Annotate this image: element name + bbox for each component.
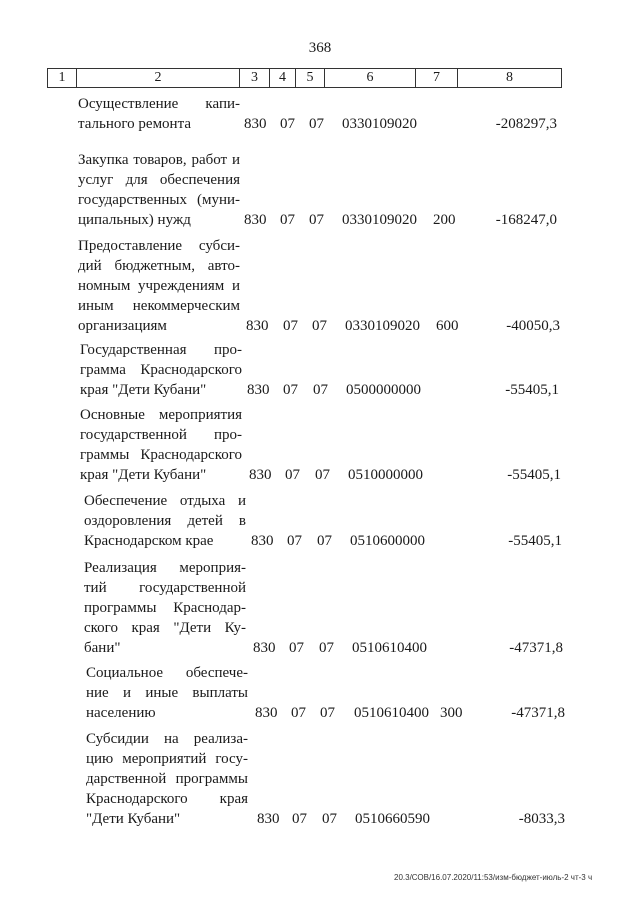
row-code-section: 07 bbox=[292, 811, 307, 827]
row-amount: -55405,1 bbox=[507, 467, 561, 483]
page-number: 368 bbox=[308, 40, 332, 56]
row-code-target: 0330109020 bbox=[342, 116, 417, 132]
row-code-admin: 830 bbox=[255, 705, 278, 721]
row-amount: -55405,1 bbox=[505, 382, 559, 398]
row-name-line: Краснодарском крае bbox=[84, 533, 214, 549]
row-code-target: 0510600000 bbox=[350, 533, 425, 549]
row-code-subsection: 07 bbox=[312, 318, 327, 334]
row-name-line: организациям bbox=[78, 318, 167, 334]
row-code-subsection: 07 bbox=[319, 640, 334, 656]
row-code-section: 07 bbox=[287, 533, 302, 549]
row-name-line: Субсидии на реализа- bbox=[86, 731, 248, 747]
row-code-expense-type: 600 bbox=[436, 318, 459, 334]
row-code-section: 07 bbox=[280, 116, 295, 132]
column-header-8: 8 bbox=[458, 69, 562, 88]
row-name-line: Социальное обеспече- bbox=[86, 665, 248, 681]
row-code-subsection: 07 bbox=[315, 467, 330, 483]
row-name-line: программы Краснодар- bbox=[84, 600, 246, 616]
row-code-subsection: 07 bbox=[313, 382, 328, 398]
row-code-admin: 830 bbox=[247, 382, 270, 398]
row-name bbox=[78, 94, 240, 134]
row-name-line: ского края "Дети Ку- bbox=[84, 620, 246, 636]
row-code-target: 0330109020 bbox=[342, 212, 417, 228]
row-name-line: услуг для обеспечения bbox=[78, 172, 240, 188]
row-name-line: Реализация мероприя- bbox=[84, 560, 246, 576]
row-name-line: Основные мероприятия bbox=[80, 407, 242, 423]
row-code-admin: 830 bbox=[249, 467, 272, 483]
column-header-2: 2 bbox=[77, 69, 240, 88]
row-name bbox=[78, 150, 240, 230]
row-code-target: 0510610400 bbox=[354, 705, 429, 721]
row-name-line: иным некоммерческим bbox=[78, 298, 240, 314]
row-code-admin: 830 bbox=[253, 640, 276, 656]
row-code-admin: 830 bbox=[257, 811, 280, 827]
row-code-section: 07 bbox=[285, 467, 300, 483]
row-code-admin: 830 bbox=[246, 318, 269, 334]
row-name bbox=[80, 405, 242, 485]
row-name-line: Осуществление капи- bbox=[78, 96, 240, 112]
row-code-target: 0330109020 bbox=[345, 318, 420, 334]
row-name bbox=[86, 729, 248, 829]
row-code-target: 0510660590 bbox=[355, 811, 430, 827]
row-code-admin: 830 bbox=[251, 533, 274, 549]
row-name bbox=[84, 558, 246, 658]
row-name-line: края "Дети Кубани" bbox=[80, 382, 207, 398]
row-name bbox=[84, 491, 246, 551]
row-name-line: номным учреждениям и bbox=[78, 278, 240, 294]
column-header-7: 7 bbox=[416, 69, 458, 88]
row-name-line: Краснодарского края bbox=[86, 791, 248, 807]
column-header-1: 1 bbox=[48, 69, 77, 88]
row-name-line: тий государственной bbox=[84, 580, 246, 596]
row-name-line: "Дети Кубани" bbox=[86, 811, 181, 827]
row-name bbox=[86, 663, 248, 723]
row-code-section: 07 bbox=[283, 318, 298, 334]
row-name-line: грамма Краснодарского bbox=[80, 362, 242, 378]
row-code-subsection: 07 bbox=[309, 116, 324, 132]
row-code-admin: 830 bbox=[244, 212, 267, 228]
row-amount: -8033,3 bbox=[518, 811, 565, 827]
row-name-line: бани" bbox=[84, 640, 121, 656]
column-header-5: 5 bbox=[296, 69, 325, 88]
column-header-4: 4 bbox=[270, 69, 296, 88]
row-name-line: цию мероприятий госу- bbox=[86, 751, 248, 767]
row-code-admin: 830 bbox=[244, 116, 267, 132]
row-name-line: ние и иные выплаты bbox=[86, 685, 248, 701]
row-code-subsection: 07 bbox=[317, 533, 332, 549]
row-code-section: 07 bbox=[289, 640, 304, 656]
column-header-row bbox=[48, 69, 562, 88]
row-name-line: государственных (муни- bbox=[78, 192, 240, 208]
row-name-line: края "Дети Кубани" bbox=[80, 467, 207, 483]
row-code-target: 0510000000 bbox=[348, 467, 423, 483]
row-amount: -40050,3 bbox=[506, 318, 560, 334]
row-code-target: 0510610400 bbox=[352, 640, 427, 656]
row-name bbox=[80, 340, 242, 400]
row-code-target: 0500000000 bbox=[346, 382, 421, 398]
row-name-line: дарственной программы bbox=[86, 771, 248, 787]
row-name-line: граммы Краснодарского bbox=[80, 447, 242, 463]
column-header-6: 6 bbox=[325, 69, 416, 88]
row-code-section: 07 bbox=[280, 212, 295, 228]
row-name-line: Закупка товаров, работ и bbox=[78, 152, 240, 168]
row-code-subsection: 07 bbox=[322, 811, 337, 827]
row-name-line: дий бюджетным, авто- bbox=[78, 258, 240, 274]
row-name-line: государственной про- bbox=[80, 427, 242, 443]
row-name-line: населению bbox=[86, 705, 156, 721]
row-amount: -168247,0 bbox=[495, 212, 557, 228]
row-name-line: оздоровления детей в bbox=[84, 513, 246, 529]
row-code-expense-type: 300 bbox=[440, 705, 463, 721]
row-name-line: Государственная про- bbox=[80, 342, 242, 358]
row-amount: -47371,8 bbox=[509, 640, 563, 656]
row-name-line: тального ремонта bbox=[78, 116, 191, 132]
document-footer: 20.3/СОВ/16.07.2020/11:53/изм-бюджет-июль-2 чт-3 ч bbox=[394, 873, 593, 882]
row-amount: -208297,3 bbox=[495, 116, 557, 132]
row-code-subsection: 07 bbox=[309, 212, 324, 228]
row-amount: -47371,8 bbox=[511, 705, 565, 721]
row-code-expense-type: 200 bbox=[433, 212, 456, 228]
row-name-line: ципальных) нужд bbox=[78, 212, 191, 228]
row-code-section: 07 bbox=[283, 382, 298, 398]
row-amount: -55405,1 bbox=[508, 533, 562, 549]
column-header-table bbox=[47, 68, 562, 88]
row-name-line: Обеспечение отдыха и bbox=[84, 493, 246, 509]
row-code-subsection: 07 bbox=[320, 705, 335, 721]
row-name bbox=[78, 236, 240, 336]
row-code-section: 07 bbox=[291, 705, 306, 721]
row-name-line: Предоставление субси- bbox=[78, 238, 240, 254]
column-header-3: 3 bbox=[240, 69, 270, 88]
